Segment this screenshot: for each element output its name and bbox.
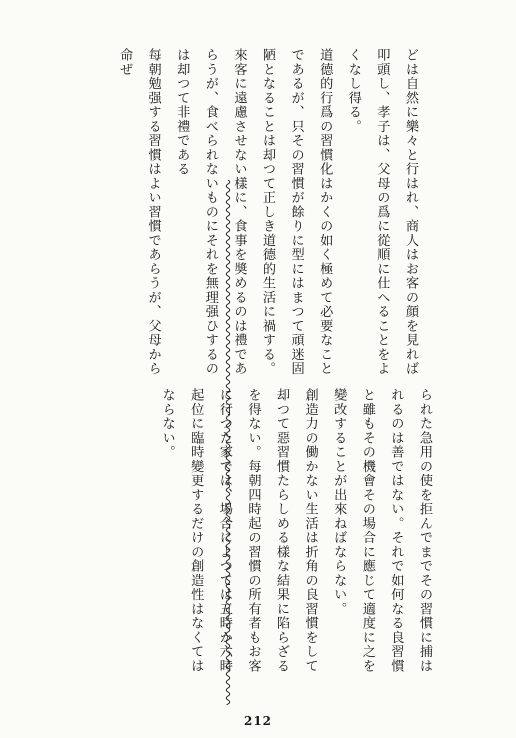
lower-text-block — [152, 388, 438, 684]
upper-paragraph-1: どは自然に樂々と行はれ、商人はお客の顔を見れば叩頭し、孝子は、父母の爲に從順に仕へることをよくなし得る。 — [345, 48, 418, 376]
wavy-divider-line — [223, 180, 233, 705]
wavy-divider-path — [226, 180, 230, 705]
lower-paragraph-1: られた急用の使を拒んでまでその習慣に捕はれるのは善ではない。それで如何なる良習慣と雖もその機會その場合に應じて適度に之を變改することが出來ねばならない。 — [331, 388, 432, 673]
upper-text-block — [109, 48, 424, 386]
upper-paragraph-3: 每朝勉强する習慣はよい習慣であらうが、父母から命ぜ — [117, 48, 161, 376]
page-number: 212 — [243, 714, 273, 728]
lower-paragraph-2: 創造力の働かない生活は折角の良習慣をして却つて惡習慣たらしめる樣な結果に陷らざるを得ない。每朝四時起の習慣の所有者もお客に行つた家では、場合によつては五時か六時起位に臨時變更するだけの創造性はなくてはならない。 — [159, 388, 318, 673]
upper-paragraph-2: 道德的行爲の習慣化はかくの如く極めて必要なことであるが、只その習慣が餘りに型にはまつて頑迷固陋となることは却つて正しき道德的生活に禍する。來客に遠慮させない樣に、食事を奬めるのは禮であらうが、食べられないものにそれを無理强ひするのは却つて非禮である — [174, 48, 333, 376]
